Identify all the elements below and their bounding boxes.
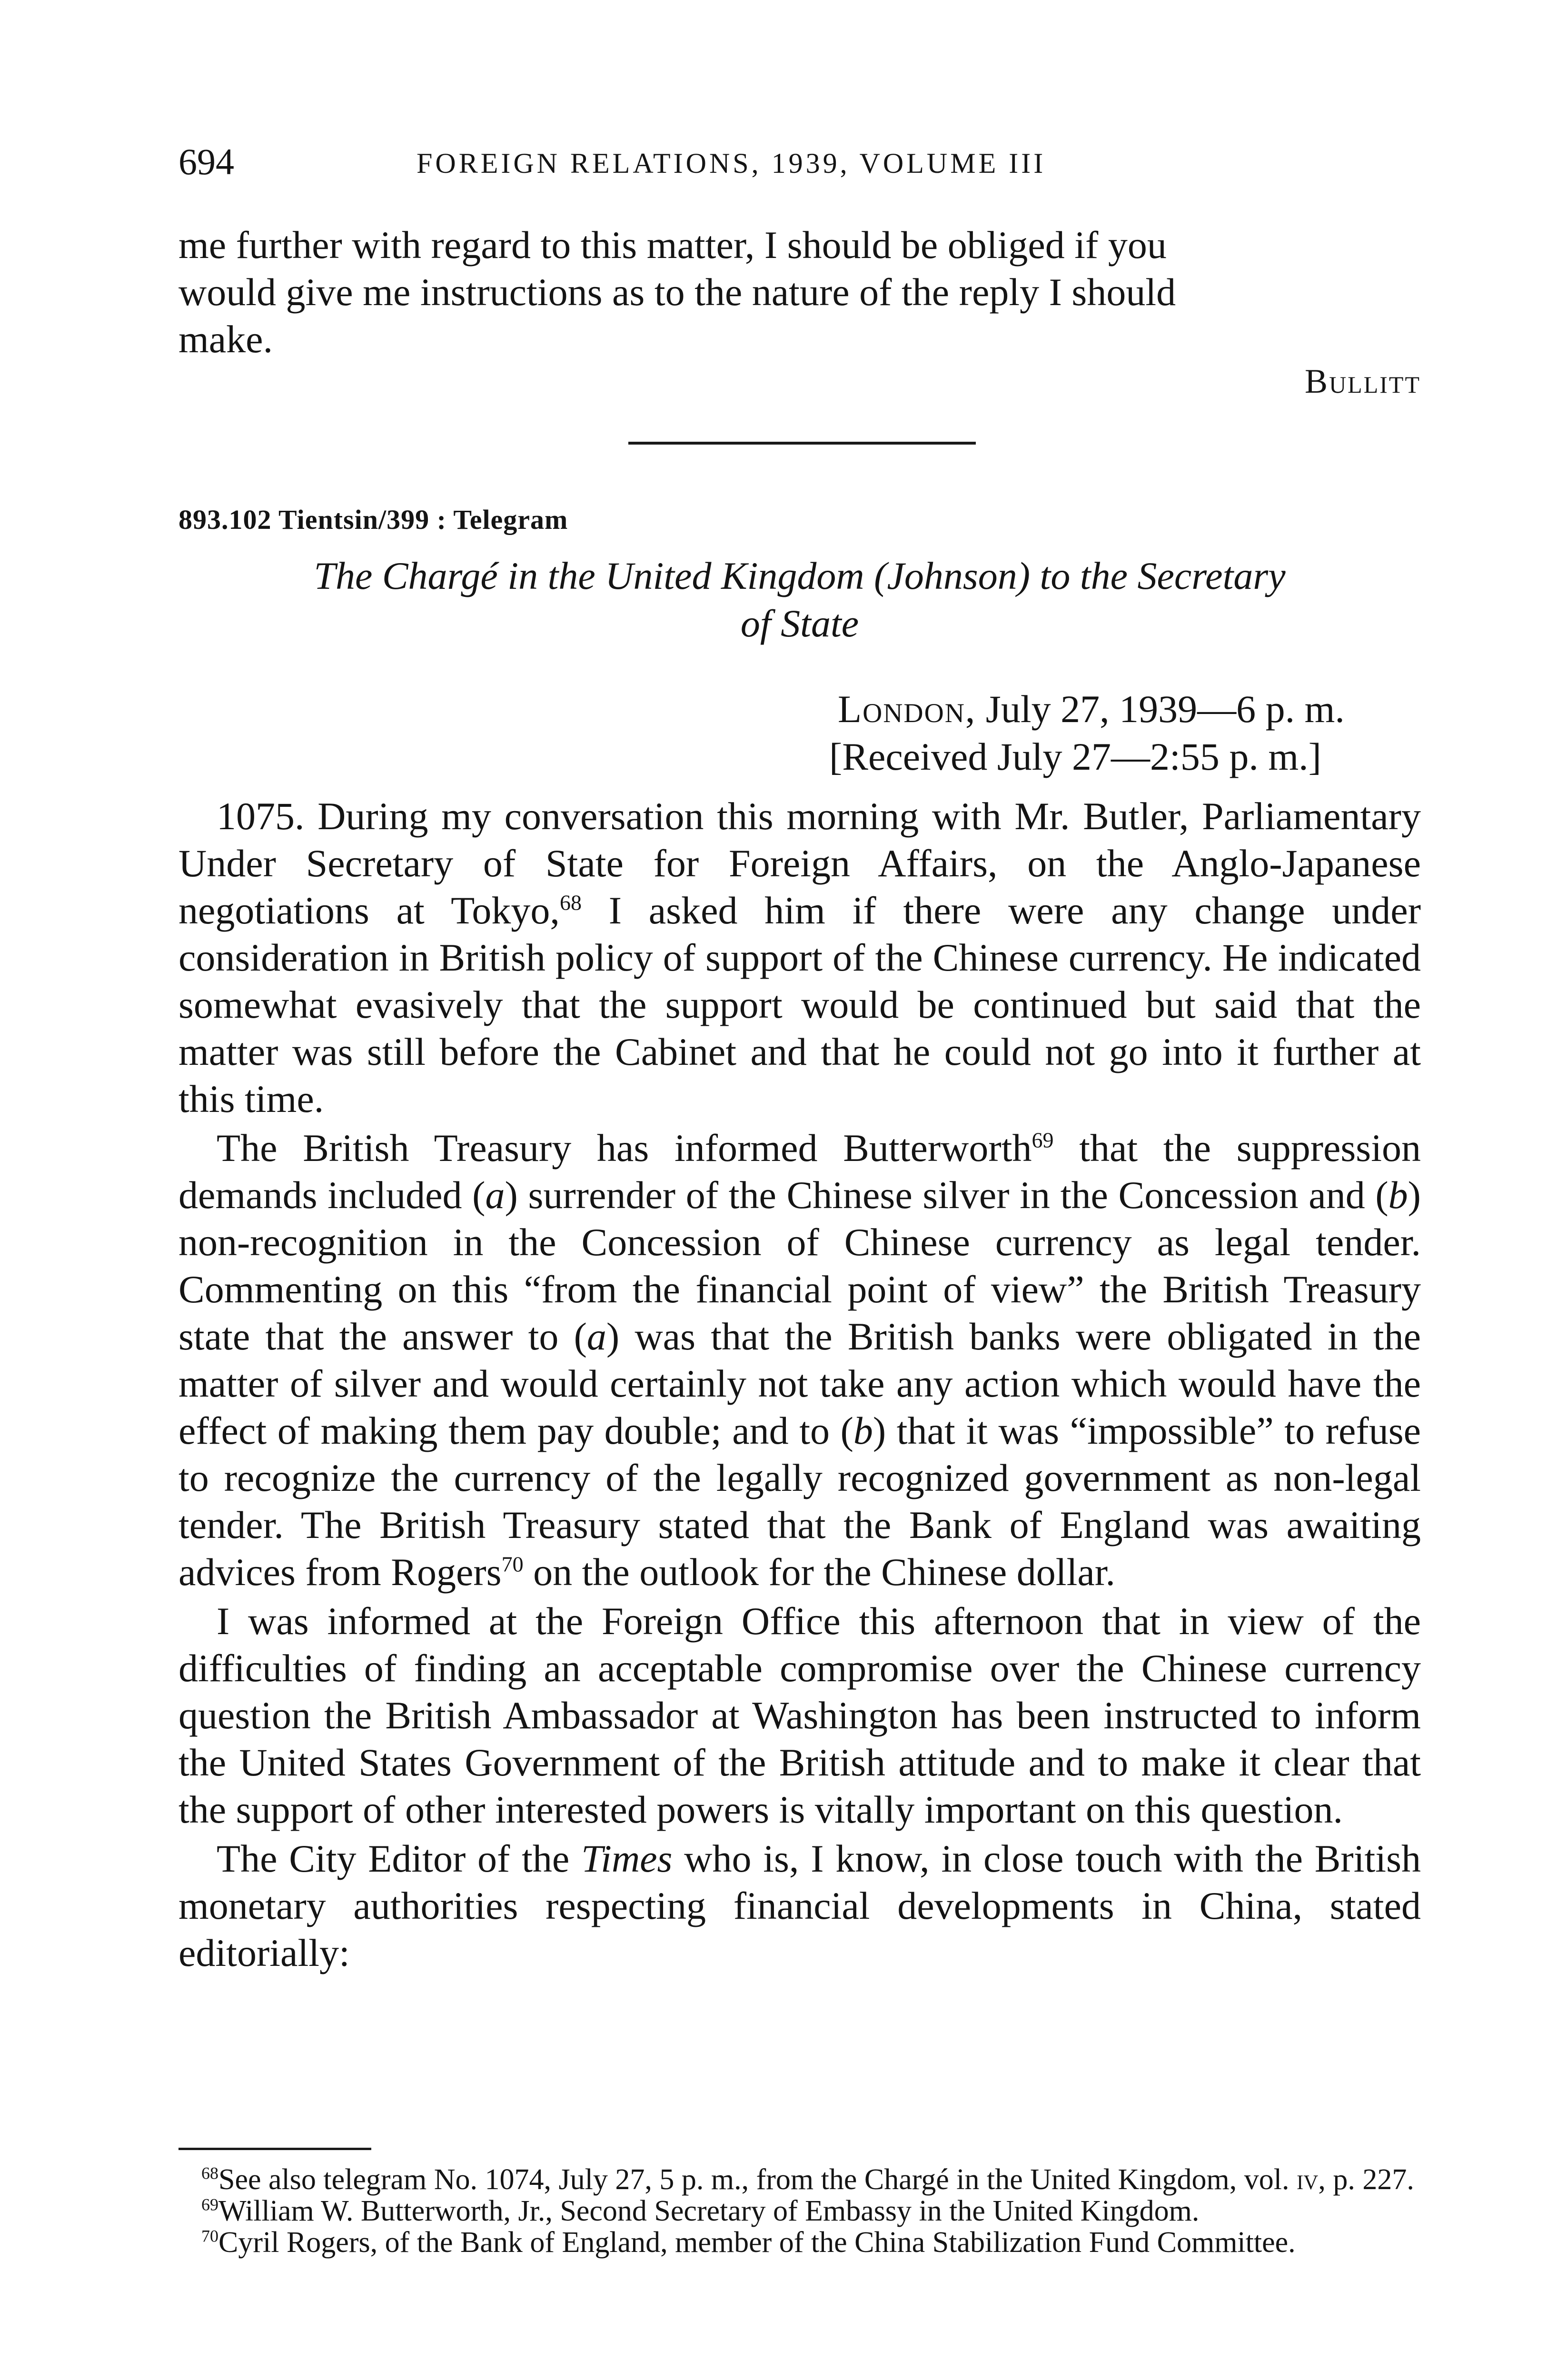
paragraph bbox=[179, 1124, 1421, 1596]
list-label: a bbox=[586, 1315, 606, 1358]
footnote-text: Cyril Rogers, of the Bank of England, member of the China Stabilization Fund Committee. bbox=[218, 2226, 1296, 2259]
text-run: that the suppression demands included ( bbox=[179, 1126, 1421, 1217]
closing-line: make. bbox=[179, 317, 273, 361]
previous-document-closing bbox=[179, 221, 1421, 363]
footnote-marker: 68 bbox=[201, 2163, 218, 2183]
closing-line: would give me instructions as to the nature of the reply I should bbox=[179, 270, 1176, 314]
signature: Bullitt bbox=[1305, 362, 1421, 400]
text-run: who is, I know, in close touch with the British monetary authorities respecting financial developments in China, stated editorially: bbox=[179, 1837, 1421, 1974]
footnote-text: See also telegram No. 1074, July 27, 5 p. m., from the Chargé in the United Kingdom, vol. bbox=[218, 2163, 1297, 2196]
dateline-date: July 27, 1939—6 p. m. bbox=[976, 687, 1345, 731]
text-run: ) non-recognition in the Concession of Chinese currency as legal tender. Commenting on this “from the financial point of view” the British Treasury state that the answer to ( bbox=[179, 1173, 1421, 1358]
list-label: b bbox=[853, 1409, 873, 1452]
text-run: I asked him if there were any change under consideration in British policy of support of the Chinese currency. He indicated somewhat evasively that the support would be continued but said that the matter was still before the Cabinet and that he could not go into it further at this time. bbox=[179, 889, 1421, 1121]
closing-line: me further with regard to this matter, I should be obliged if you bbox=[179, 223, 1167, 267]
footnote-text: , p. 227. bbox=[1318, 2163, 1414, 2196]
footnote-ref: 68 bbox=[559, 890, 582, 915]
text-run: ) that it was “impossible” to refuse to recognize the currency of the legally recognized government as non-legal tender. The British Treasury stated that the Bank of England was awaiting advices from Rogers bbox=[179, 1409, 1421, 1594]
received-line: [Received July 27—2:55 p. m.] bbox=[829, 735, 1321, 778]
page-number: 694 bbox=[179, 141, 234, 182]
footnote-ref: 70 bbox=[501, 1552, 524, 1577]
paragraph bbox=[179, 793, 1421, 1122]
footnote bbox=[179, 2196, 1421, 2226]
paragraph: I was informed at the Foreign Office this afternoon that in view of the difficulties of finding an acceptable compromise over the Chinese currency question the British Ambassador at Washington has been instructed to inform the United States Government of the British attitude and to make it clear that the support of other interested powers is vitally important on this question. bbox=[179, 1599, 1421, 1831]
text-run: ) was that the British banks were obligated in the matter of silver and would certainly not take any action which would have the effect of making them pay double; and to ( bbox=[179, 1315, 1421, 1452]
dateline-place: London, bbox=[838, 687, 976, 731]
footnote-marker: 69 bbox=[201, 2195, 218, 2214]
running-title: FOREIGN RELATIONS, 1939, VOLUME III bbox=[417, 148, 1046, 179]
document-heading bbox=[179, 552, 1421, 647]
footnote-divider bbox=[179, 2148, 371, 2150]
text-run: 1075. During my conversation this morning with Mr. Butler, Parliamentary Under Secretary of State for Foreign Affairs, on the Anglo-Japanese negotiations at Tokyo, bbox=[179, 794, 1421, 932]
footnote-text: William W. Butterworth, Jr., Second Secretary of Embassy in the United Kingdom. bbox=[218, 2195, 1200, 2227]
footnote bbox=[179, 2165, 1421, 2194]
dateline bbox=[838, 685, 1345, 733]
footnotes bbox=[179, 2165, 1421, 2259]
footnote bbox=[179, 2228, 1421, 2257]
heading-line: The Chargé in the United Kingdom (Johnson) to the Secretary bbox=[314, 554, 1286, 597]
publication-title: Times bbox=[581, 1837, 673, 1880]
text-run: on the outlook for the Chinese dollar. bbox=[523, 1550, 1116, 1594]
footnote-ref: 69 bbox=[1031, 1128, 1054, 1152]
text-run: The City Editor of the bbox=[217, 1837, 582, 1880]
heading-line: of State bbox=[740, 602, 859, 645]
text-run: The British Treasury has informed Butterworth bbox=[217, 1126, 1032, 1170]
footnote-marker: 70 bbox=[201, 2226, 218, 2246]
running-head bbox=[179, 138, 1421, 190]
section-divider bbox=[628, 442, 976, 445]
list-label: a bbox=[485, 1173, 505, 1217]
file-reference: 893.102 Tientsin/399 : Telegram bbox=[179, 504, 568, 535]
footnote-text: iv bbox=[1296, 2163, 1319, 2196]
paragraph bbox=[179, 1835, 1421, 1976]
list-label: b bbox=[1388, 1173, 1408, 1217]
text-run: ) surrender of the Chinese silver in the Concession and ( bbox=[505, 1173, 1388, 1217]
telegram-body bbox=[179, 793, 1421, 1976]
